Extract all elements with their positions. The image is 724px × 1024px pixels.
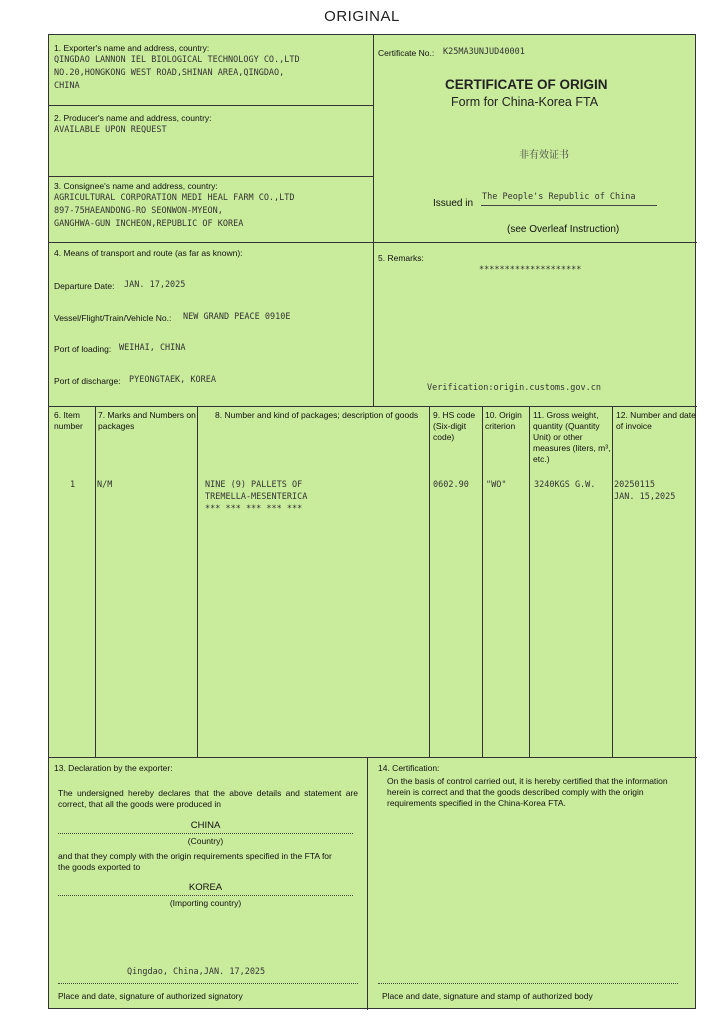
discharge-value: PYEONGTAEK, KOREA: [129, 375, 216, 385]
goods-description-line-1: NINE (9) PALLETS OF: [205, 480, 303, 490]
certificate-no-label: Certificate No.:: [378, 48, 435, 58]
verification-text: Verification:origin.customs.gov.cn: [427, 383, 601, 393]
signatory-dotted-line: [58, 983, 358, 984]
departure-label: Departure Date:: [54, 281, 115, 291]
divider: [49, 242, 697, 243]
goods-invoice-date: JAN. 15,2025: [614, 492, 676, 502]
transport-label: 4. Means of transport and route (as far as known):: [54, 248, 243, 258]
certification-label: 14. Certification:: [378, 763, 440, 773]
issued-in-label: Issued in: [433, 198, 474, 209]
exporter-place-date: Qingdao, China,JAN. 17,2025: [127, 967, 266, 977]
signatory-caption: Place and date, signature of authorized signatory: [58, 991, 243, 1001]
authorized-body-caption: Place and date, signature and stamp of authorized body: [382, 991, 593, 1001]
divider: [612, 406, 613, 757]
goods-gross-weight: 3240KGS G.W.: [534, 480, 596, 490]
remarks-label: 5. Remarks:: [378, 253, 424, 263]
certificate-no-value: K25MA3UNJUD40001: [443, 47, 525, 57]
exporter-line-1: QINGDAO LANNON IEL BIOLOGICAL TECHNOLOGY CO.,LTD: [54, 55, 300, 65]
divider: [367, 757, 368, 1010]
column-header-origin: 10. Origin criterion: [485, 410, 522, 431]
goods-item-number: 1: [70, 480, 76, 490]
goods-invoice-number: 20250115: [614, 480, 655, 490]
goods-origin-criterion: "WO": [486, 480, 507, 490]
certification-text: On the basis of control carried out, it is hereby certified that the information herein is correct and that the goods described comply with the origin requirements specified in the China-Korea FTA.: [387, 776, 668, 808]
exporter-label: 1. Exporter's name and address, country:: [54, 43, 210, 53]
declaration-label: 13. Declaration by the exporter:: [54, 763, 173, 773]
consignee-line-3: GANGHWA-GUN INCHEON,REPUBLIC OF KOREA: [54, 219, 244, 229]
column-header-weight: 11. Gross weight, quantity (Quantity Unit) or other measures (liters, m³, etc.): [533, 410, 611, 464]
consignee-label: 3. Consignee's name and address, country:: [54, 181, 218, 191]
country-dotted-line: [58, 833, 353, 834]
issued-underline: [481, 205, 657, 206]
certificate-subtitle: Form for China-Korea FTA: [451, 95, 599, 109]
overleaf-note: (see Overleaf Instruction): [507, 224, 620, 235]
document-header: ORIGINAL: [324, 8, 400, 25]
vessel-label: Vessel/Flight/Train/Vehicle No.:: [54, 313, 172, 323]
importing-country: KOREA: [188, 882, 223, 893]
divider: [429, 406, 430, 757]
divider: [482, 406, 483, 757]
authorized-body-dotted-line: [378, 983, 678, 984]
loading-value: WEIHAI, CHINA: [119, 343, 186, 353]
exporter-line-2: NO.20,HONGKONG WEST ROAD,SHINAN AREA,QINGDAO,: [54, 68, 285, 78]
column-header-hs-code: 9. HS code (Six-digit code): [433, 410, 476, 442]
divider: [49, 105, 373, 106]
discharge-label: Port of discharge:: [54, 376, 121, 386]
column-header-description: 8. Number and kind of packages; description of goods: [215, 410, 419, 420]
issued-in-value: The People's Republic of China: [482, 192, 636, 202]
goods-description-stars: *** *** *** *** ***: [205, 504, 303, 514]
producer-value: AVAILABLE UPON REQUEST: [54, 125, 167, 135]
divider: [197, 406, 198, 757]
goods-hs-code: 0602.90: [433, 480, 469, 490]
declaration-text-2: and that they comply with the origin requirements specified in the FTA for the goods exported to: [58, 851, 332, 872]
divider: [49, 406, 697, 407]
consignee-line-2: 897-75HAEANDONG-RO SEONWON-MYEON,: [54, 206, 223, 216]
column-header-item: 6. Item number: [54, 410, 83, 431]
vessel-value: NEW GRAND PEACE 0910E: [183, 312, 291, 322]
not-valid-chinese: 非有效证书: [519, 150, 569, 161]
remarks-value: ********************: [479, 265, 582, 275]
certificate-form: [48, 34, 696, 1009]
divider: [373, 35, 374, 406]
column-header-marks: 7. Marks and Numbers on packages: [98, 410, 196, 431]
consignee-line-1: AGRICULTURAL CORPORATION MEDI HEAL FARM CO.,LTD: [54, 193, 295, 203]
divider: [49, 757, 697, 758]
goods-marks: N/M: [97, 480, 113, 490]
divider: [49, 176, 373, 177]
declaration-text: The undersigned hereby declares that the above details and statement are correct, that all the goods were produced in: [58, 788, 358, 809]
loading-label: Port of loading:: [54, 344, 112, 354]
declaration-country: CHINA: [190, 820, 221, 831]
country-caption: (Country): [187, 836, 224, 846]
certificate-title: CERTIFICATE OF ORIGIN: [445, 77, 608, 92]
producer-label: 2. Producer's name and address, country:: [54, 113, 212, 123]
column-header-invoice: 12. Number and date of invoice: [616, 410, 696, 431]
exporter-line-3: CHINA: [54, 81, 80, 91]
importing-country-caption: (Importing country): [169, 898, 242, 908]
departure-value: JAN. 17,2025: [124, 280, 186, 290]
goods-description-line-2: TREMELLA-MESENTERICA: [205, 492, 308, 502]
divider: [529, 406, 530, 757]
divider: [95, 406, 96, 757]
importing-country-dotted-line: [58, 895, 353, 896]
